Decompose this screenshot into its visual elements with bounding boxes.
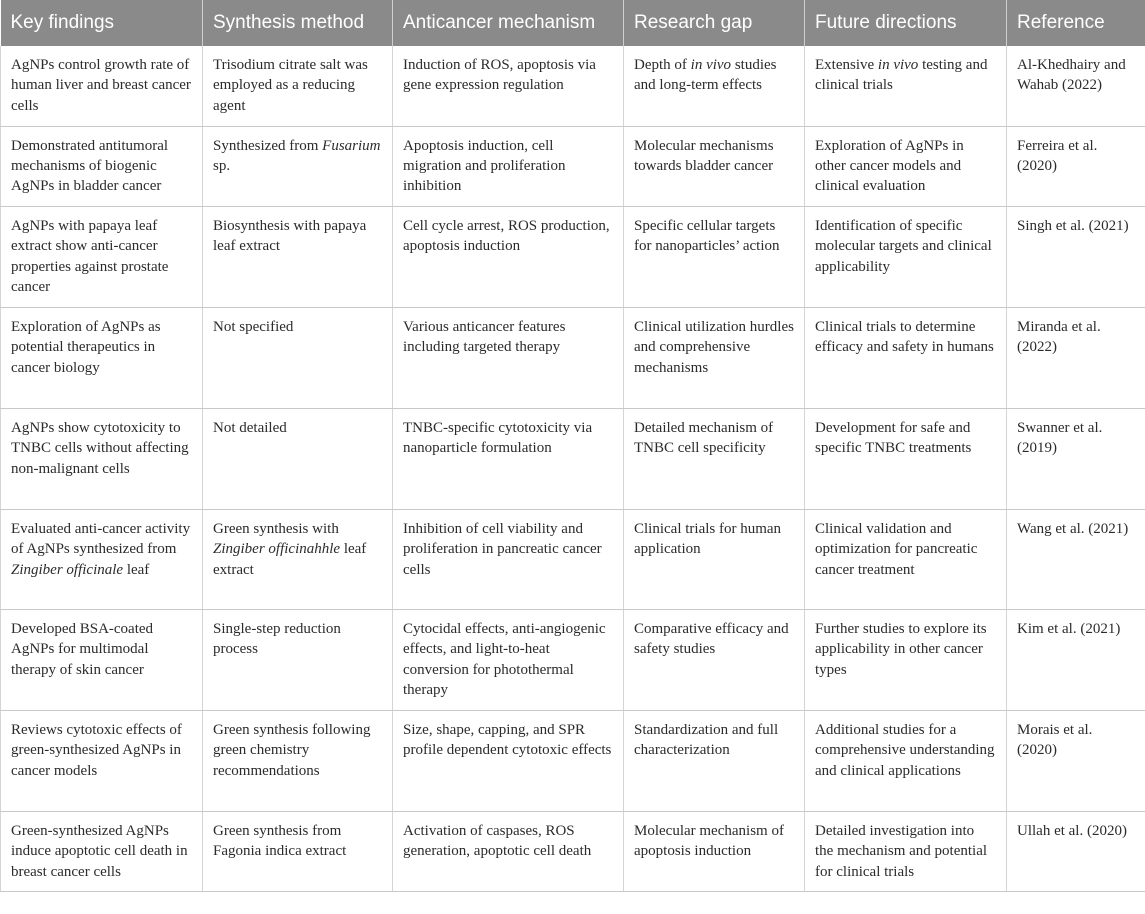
italic-text: Fusarium xyxy=(322,137,381,154)
reference-cell: Morais et al. (2020) xyxy=(1007,710,1145,811)
table-row xyxy=(1,811,1145,891)
reference-cell: Ullah et al. (2020) xyxy=(1007,811,1145,891)
mechanism-cell: Cytocidal effects, anti-angiogenic effects, and light-to-heat conversion for photothermal therapy xyxy=(393,609,624,710)
research-gap-cell: Molecular mechanisms towards bladder cancer xyxy=(624,126,805,206)
text-part: studies and long-term effects xyxy=(634,57,777,94)
col-header-key-findings: Key findings xyxy=(1,0,203,46)
table-row xyxy=(1,408,1145,509)
mechanism-cell: Various anticancer features including targeted therapy xyxy=(393,307,624,408)
research-gap-cell: Clinical trials for human application xyxy=(624,509,805,609)
reference-cell: Singh et al. (2021) xyxy=(1007,206,1145,307)
mechanism-cell: Activation of caspases, ROS generation, apoptotic cell death xyxy=(393,811,624,891)
table-row xyxy=(1,710,1145,811)
italic-text: Zingiber officinahhle xyxy=(213,541,341,558)
key-finding-cell: Developed BSA-coated AgNPs for multimodal therapy of skin cancer xyxy=(1,609,203,710)
key-finding-cell: Exploration of AgNPs as potential therapeutics in cancer biology xyxy=(1,307,203,408)
future-directions-cell: Additional studies for a comprehensive understanding and clinical applications xyxy=(805,710,1007,811)
future-directions-cell: Development for safe and specific TNBC treatments xyxy=(805,408,1007,509)
research-gap-cell: Clinical utilization hurdles and comprehensive mechanisms xyxy=(624,307,805,408)
col-header-research-gap: Research gap xyxy=(624,0,805,46)
future-directions-cell: Clinical validation and optimization for pancreatic cancer treatment xyxy=(805,509,1007,609)
synthesis-method-cell: Trisodium citrate salt was employed as a reducing agent xyxy=(203,46,393,126)
synthesis-method-cell: Green synthesis following green chemistry recommendations xyxy=(203,710,393,811)
table-row xyxy=(1,126,1145,206)
mechanism-cell: Size, shape, capping, and SPR profile dependent cytotoxic effects xyxy=(393,710,624,811)
table-row xyxy=(1,307,1145,408)
key-finding-cell: Green-synthesized AgNPs induce apoptotic cell death in breast cancer cells xyxy=(1,811,203,891)
text-part: sp. xyxy=(213,157,231,174)
text-part: leaf xyxy=(123,561,150,578)
table-row xyxy=(1,46,1145,126)
research-gap-cell: Comparative efficacy and safety studies xyxy=(624,609,805,710)
research-gap-cell: Molecular mechanism of apoptosis induction xyxy=(624,811,805,891)
key-finding-cell xyxy=(1,509,203,609)
col-header-reference: Reference xyxy=(1007,0,1145,46)
key-finding-cell: Demonstrated antitumoral mechanisms of biogenic AgNPs in bladder cancer xyxy=(1,126,203,206)
key-finding-cell: Reviews cytotoxic effects of green-synthesized AgNPs in cancer models xyxy=(1,710,203,811)
text-part: Green synthesis with xyxy=(213,520,339,537)
italic-text: in vivo xyxy=(877,57,919,73)
research-gap-cell xyxy=(624,46,805,126)
key-finding-cell: AgNPs control growth rate of human liver and breast cancer cells xyxy=(1,46,203,126)
future-directions-cell: Further studies to explore its applicability in other cancer types xyxy=(805,609,1007,710)
text-part: Extensive xyxy=(815,57,878,73)
synthesis-method-cell xyxy=(203,509,393,609)
mechanism-cell: TNBC-specific cytotoxicity via nanoparticle formulation xyxy=(393,408,624,509)
reference-cell: Wang et al. (2021) xyxy=(1007,509,1145,609)
future-directions-cell: Exploration of AgNPs in other cancer models and clinical evaluation xyxy=(805,126,1007,206)
synthesis-method-cell: Not specified xyxy=(203,307,393,408)
italic-text: Zingiber officinale xyxy=(11,561,124,578)
text-part: testing and clinical trials xyxy=(815,57,988,94)
table-row xyxy=(1,609,1145,710)
mechanism-cell: Cell cycle arrest, ROS production, apoptosis induction xyxy=(393,206,624,307)
col-header-synthesis-method: Synthesis method xyxy=(203,0,393,46)
synthesis-method-cell: Green synthesis from Fagonia indica extract xyxy=(203,811,393,891)
text-part: Evaluated anti-cancer activity of AgNPs synthesized from xyxy=(11,520,191,558)
key-finding-cell: AgNPs show cytotoxicity to TNBC cells without affecting non-malignant cells xyxy=(1,408,203,509)
synthesis-method-cell: Single-step reduction process xyxy=(203,609,393,710)
reference-cell: Miranda et al. (2022) xyxy=(1007,307,1145,408)
header-row xyxy=(1,0,1145,46)
mechanism-cell: Induction of ROS, apoptosis via gene expression regulation xyxy=(393,46,624,126)
table-row xyxy=(1,509,1145,609)
research-gap-cell: Specific cellular targets for nanoparticles’ action xyxy=(624,206,805,307)
text-part: Synthesized from xyxy=(213,137,323,154)
synthesis-method-cell xyxy=(203,126,393,206)
col-header-future-directions: Future directions xyxy=(805,0,1007,46)
future-directions-cell xyxy=(805,46,1007,126)
italic-text: in vivo xyxy=(690,57,732,73)
mechanism-cell: Apoptosis induction, cell migration and proliferation inhibition xyxy=(393,126,624,206)
reference-cell: Swanner et al. (2019) xyxy=(1007,408,1145,509)
reference-cell: Al-Khedhairy and Wahab (2022) xyxy=(1007,46,1145,126)
table-row xyxy=(1,206,1145,307)
reference-cell: Ferreira et al. (2020) xyxy=(1007,126,1145,206)
synthesis-method-cell: Biosynthesis with papaya leaf extract xyxy=(203,206,393,307)
mechanism-cell: Inhibition of cell viability and proliferation in pancreatic cancer cells xyxy=(393,509,624,609)
future-directions-cell: Identification of specific molecular targets and clinical applicability xyxy=(805,206,1007,307)
synthesis-method-cell: Not detailed xyxy=(203,408,393,509)
future-directions-cell: Detailed investigation into the mechanism and potential for clinical trials xyxy=(805,811,1007,891)
research-gap-cell: Standardization and full characterization xyxy=(624,710,805,811)
text-part: leaf extract xyxy=(213,541,367,578)
text-part: Depth of xyxy=(634,57,691,73)
col-header-anticancer-mechanism: Anticancer mechanism xyxy=(393,0,624,46)
reference-cell: Kim et al. (2021) xyxy=(1007,609,1145,710)
research-gap-cell: Detailed mechanism of TNBC cell specificity xyxy=(624,408,805,509)
key-finding-cell: AgNPs with papaya leaf extract show anti-cancer properties against prostate cancer xyxy=(1,206,203,307)
future-directions-cell: Clinical trials to determine efficacy and safety in humans xyxy=(805,307,1007,408)
